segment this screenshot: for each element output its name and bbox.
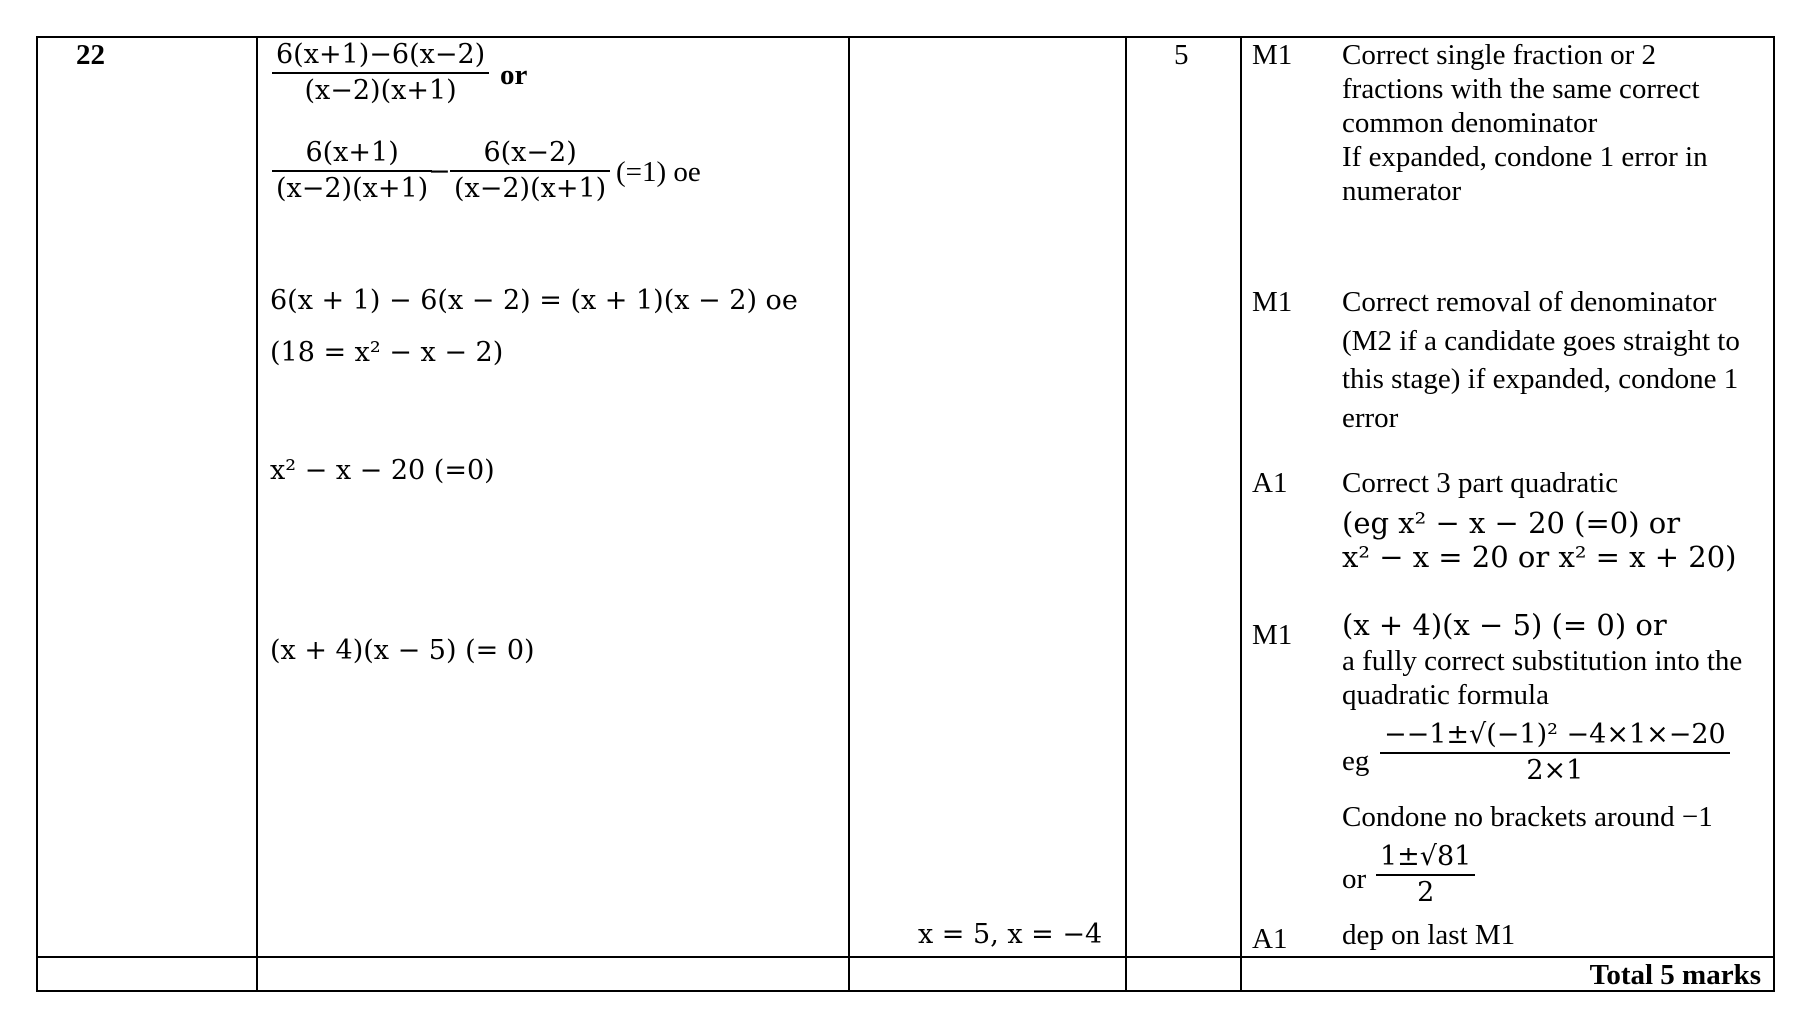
fraction-denominator: (x−2)(x+1) <box>276 173 429 204</box>
working-factorised: (x + 4)(x − 5) (= 0) <box>270 635 535 666</box>
comment-line: If expanded, condone 1 error in <box>1342 141 1708 173</box>
comment-line: error <box>1342 402 1399 434</box>
working-oe-suffix: (=1) oe <box>616 156 701 188</box>
table-border-left <box>36 36 38 992</box>
formula-or-prefix: or <box>1342 863 1367 895</box>
mark-code: M1 <box>1252 39 1293 71</box>
column-divider <box>1240 36 1242 992</box>
column-divider <box>256 36 258 992</box>
fraction-numerator: 1±√81 <box>1380 841 1472 872</box>
fraction-numerator: 6(x+1)−6(x−2) <box>276 39 486 70</box>
comment-line: numerator <box>1342 175 1462 207</box>
fraction-numerator: 6(x−2) <box>483 137 577 168</box>
mark-total: 5 <box>1174 39 1189 71</box>
working-quadratic: x² − x − 20 (=0) <box>270 455 495 486</box>
mark-code: A1 <box>1252 923 1288 955</box>
comment-line: Correct removal of denominator <box>1342 286 1717 318</box>
fraction-denominator: 2×1 <box>1526 755 1584 786</box>
formula-simplified <box>1376 840 1475 910</box>
working-simplified: (18 = x² − x − 2) <box>270 337 504 368</box>
fraction-denominator: (x−2)(x+1) <box>454 173 607 204</box>
comment-line: Correct single fraction or 2 <box>1342 39 1657 71</box>
comment-line: dep on last M1 <box>1342 919 1516 951</box>
column-divider <box>848 36 850 992</box>
fraction-numerator: 6(x+1) <box>305 137 399 168</box>
mark-code: M1 <box>1252 286 1293 318</box>
comment-line: a fully correct substitution into the <box>1342 645 1743 677</box>
mark-code: M1 <box>1252 619 1293 651</box>
total-marks: Total 5 marks <box>1589 959 1761 991</box>
table-row-divider <box>36 956 1773 958</box>
mark-code: A1 <box>1252 467 1288 499</box>
question-number: 22 <box>76 39 105 71</box>
comment-line: Correct 3 part quadratic <box>1342 467 1619 499</box>
comment-line: this stage) if expanded, condone 1 <box>1342 363 1739 395</box>
working-fraction-second <box>450 136 610 206</box>
comment-line: Condone no brackets around −1 <box>1342 801 1713 833</box>
fraction-denominator: 2 <box>1417 877 1435 908</box>
working-or-label: or <box>500 59 528 91</box>
working-equation: 6(x + 1) − 6(x − 2) = (x + 1)(x − 2) oe <box>270 285 798 316</box>
comment-line: fractions with the same correct <box>1342 73 1700 105</box>
column-divider <box>1125 36 1127 992</box>
formula-eg-prefix: eg <box>1342 745 1370 777</box>
table-border-bottom <box>36 990 1773 992</box>
table-border-right <box>1773 36 1775 992</box>
comment-line: (eg x² − x − 20 (=0) or <box>1342 506 1681 540</box>
comment-line: (M2 if a candidate goes straight to <box>1342 325 1740 357</box>
answer-text: x = 5, x = −4 <box>918 919 1103 950</box>
comment-line: x² − x = 20 or x² = x + 20) <box>1342 540 1737 574</box>
comment-line: (x + 4)(x − 5) (= 0) or <box>1342 608 1667 642</box>
fraction-denominator: (x−2)(x+1) <box>304 75 457 106</box>
working-fraction-combined <box>272 38 489 108</box>
fraction-numerator: −−1±√(−1)² −4×1×−20 <box>1384 719 1726 750</box>
working-fraction-first <box>272 136 432 206</box>
working-minus-sign: − <box>428 156 451 187</box>
comment-line: quadratic formula <box>1342 679 1549 711</box>
comment-line: common denominator <box>1342 107 1598 139</box>
formula-substitution <box>1380 718 1730 788</box>
